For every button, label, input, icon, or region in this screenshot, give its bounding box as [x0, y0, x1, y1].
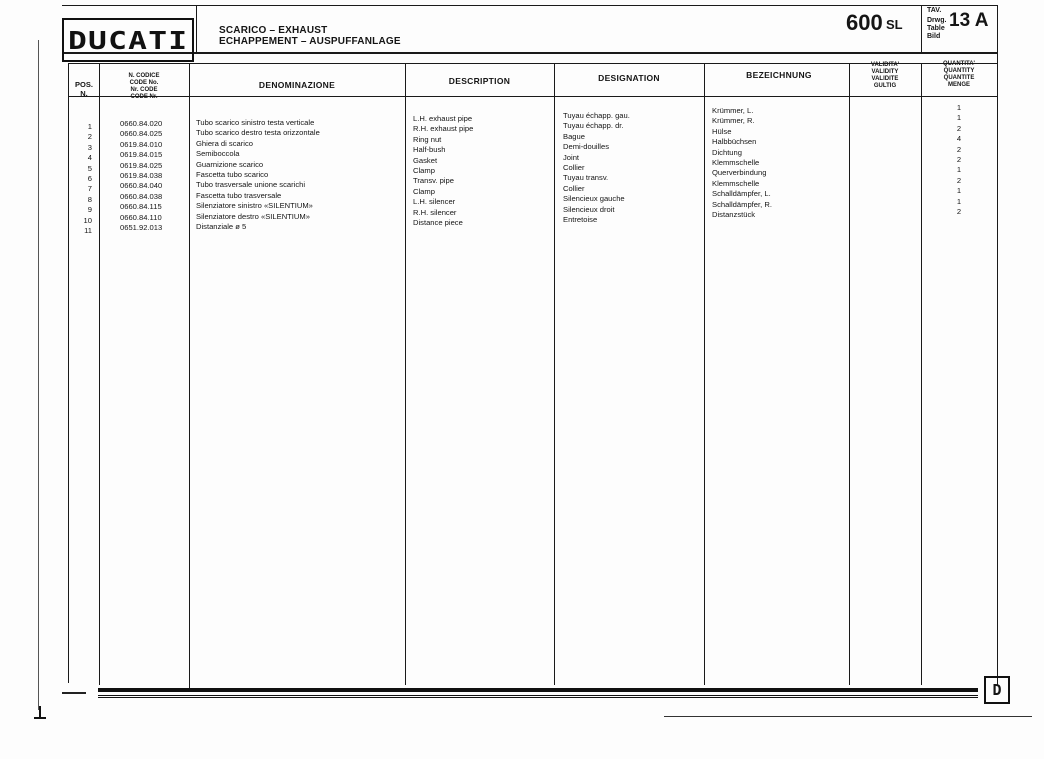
row-bezeichnung: Schalldämpfer, L. [712, 189, 771, 199]
header-divider-logo [196, 5, 197, 53]
row-designation: Entretoise [563, 215, 598, 224]
frame-right-line [997, 5, 998, 685]
row-bezeichnung: Dichtung [712, 147, 742, 157]
row-denominazione: Fascetta tubo trasversale [196, 190, 282, 200]
crop-mark-icon [33, 706, 47, 720]
col-divider-2 [189, 63, 190, 688]
row-designation: Joint [563, 152, 580, 162]
row-pos: 4 [87, 153, 92, 163]
table-number: 13 A [949, 10, 989, 31]
tav-label: TAV. [927, 7, 942, 14]
col-header-validita: VALIDITA' VALIDITY VALIDITE GULTIG [870, 62, 900, 89]
col-divider-5 [704, 63, 705, 685]
row-description: Half-bush [413, 145, 446, 155]
row-code: 0660.84.040 [120, 181, 163, 191]
col-header-denominazione: DENOMINAZIONE [258, 80, 336, 90]
col-divider-6 [849, 63, 850, 685]
bottom-left-dash [62, 692, 86, 694]
row-designation: Tuyau échapp. gau. [563, 111, 630, 120]
row-code: 0660.84.110 [120, 212, 162, 222]
row-quantita: 1 [956, 165, 962, 175]
row-quantita: 2 [956, 155, 962, 164]
row-description: L.H. silencer [413, 197, 456, 207]
row-denominazione: Silenziatore sinistro «SILENTIUM» [196, 201, 313, 211]
row-description: R.H. silencer [413, 207, 457, 217]
model-number: 600 [846, 10, 883, 35]
scan-line-bottom [664, 716, 1032, 717]
row-quantita: 2 [956, 123, 962, 133]
row-bezeichnung: Querverbindung [712, 168, 767, 178]
row-bezeichnung: Klemmschelle [712, 158, 760, 167]
col-header-bezeichnung: BEZEICHNUNG [746, 70, 812, 80]
row-description: R.H. exhaust pipe [413, 124, 474, 134]
row-quantita: 1 [956, 186, 962, 196]
row-denominazione: Tubo trasversale unione scarichi [196, 180, 306, 190]
row-bezeichnung: Schalldämpfer, R. [712, 199, 772, 209]
table-label: Table [927, 25, 945, 32]
row-designation: Silencieux gauche [563, 194, 625, 204]
row-quantita: 1 [956, 103, 962, 112]
bottom-rule-double [98, 697, 978, 698]
row-quantita: 1 [956, 196, 962, 206]
col-header-description: DESCRIPTION [448, 76, 511, 86]
col-divider-0 [68, 63, 69, 683]
header-divider-model [921, 5, 922, 53]
row-pos: 1 [87, 122, 92, 131]
drwg-label: Drwg. [927, 17, 947, 24]
model-suffix: SL [886, 17, 903, 32]
row-bezeichnung: Klemmschelle [712, 178, 760, 188]
ducati-mark-icon: D [984, 676, 1010, 704]
row-code: 0651.92.013 [120, 223, 163, 232]
ducati-logo-text: DUCATI [67, 25, 189, 55]
table-header-bottom-line [68, 96, 997, 97]
row-code: 0619.84.010 [120, 139, 163, 149]
row-pos: 10 [83, 215, 92, 225]
row-code: 0619.84.015 [120, 150, 163, 160]
row-description: Transv. pipe [413, 176, 454, 186]
row-bezeichnung: Krümmer, R. [712, 116, 755, 126]
row-designation: Tuyau transv. [563, 173, 609, 183]
row-designation: Collier [563, 183, 585, 193]
bottom-rule-thin [98, 695, 978, 696]
row-denominazione: Fascetta tubo scarico [196, 170, 269, 179]
row-pos: 8 [87, 194, 92, 204]
row-description: Distance piece [413, 218, 463, 227]
row-designation: Bague [563, 131, 585, 141]
row-code: 0660.84.025 [120, 129, 163, 139]
row-pos: 11 [84, 226, 92, 235]
row-code: 0619.84.038 [120, 171, 163, 180]
row-pos: 3 [87, 142, 92, 152]
row-quantita: 4 [956, 134, 962, 144]
row-description: Clamp [413, 166, 435, 175]
row-bezeichnung: Hülse [712, 126, 732, 136]
row-designation: Demi-douilles [563, 142, 610, 152]
col-divider-4 [554, 63, 555, 685]
row-pos: 7 [87, 184, 92, 194]
row-pos: 6 [87, 174, 92, 183]
frame-top-line [62, 5, 997, 6]
col-divider-1 [99, 63, 100, 685]
col-divider-7 [921, 63, 922, 685]
row-denominazione: Guarnizione scarico [196, 159, 264, 169]
col-header-designation: DESIGNATION [598, 73, 660, 83]
col-header-code: N. CODICE CODE No. Nr. CODE CODE Nr. [128, 73, 160, 100]
title-line-2: ECHAPPEMENT – AUSPUFFANLAGE [219, 36, 401, 47]
row-denominazione: Distanziale ø 5 [196, 222, 247, 231]
row-denominazione: Tubo scarico sinistro testa verticale [196, 118, 315, 127]
left-margin-mark [38, 40, 39, 710]
row-denominazione: Tubo scarico destro testa orizzontale [196, 128, 320, 138]
row-bezeichnung: Distanzstück [712, 210, 756, 219]
row-denominazione: Semiboccola [196, 149, 240, 159]
row-description: Clamp [413, 186, 435, 196]
row-description: L.H. exhaust pipe [413, 114, 473, 123]
row-code: 0619.84.025 [120, 160, 163, 170]
row-quantita: 2 [956, 175, 962, 185]
ducati-logo [62, 18, 194, 62]
row-designation: Tuyau échapp. dr. [563, 121, 624, 131]
col-header-pos: POS. N. [75, 80, 93, 98]
bild-label: Bild [927, 33, 941, 40]
row-denominazione: Silenziatore destro «SILENTIUM» [196, 211, 310, 221]
row-quantita: 1 [956, 113, 962, 123]
row-pos: 2 [87, 132, 92, 142]
title-line-1: SCARICO – EXHAUST [219, 25, 328, 36]
row-pos: 9 [87, 205, 92, 215]
row-code: 0660.84.038 [120, 191, 163, 201]
row-code: 0660.84.020 [120, 119, 163, 128]
row-bezeichnung: Krümmer, L. [712, 106, 754, 115]
row-bezeichnung: Halbbüchsen [712, 137, 757, 147]
row-quantita: 2 [956, 144, 962, 154]
row-denominazione: Ghiera di scarico [196, 138, 253, 148]
header-bottom-line [62, 52, 997, 54]
col-header-quantita: QUANTITA' QUANTITY QUANTITE MENGE [943, 61, 975, 88]
row-code: 0660.84.115 [120, 202, 162, 212]
bottom-rule-thick [98, 688, 978, 692]
row-designation: Collier [563, 163, 585, 172]
row-quantita: 2 [956, 207, 962, 216]
col-divider-3 [405, 63, 406, 685]
row-description: Ring nut [413, 134, 442, 144]
row-description: Gasket [413, 155, 438, 165]
row-designation: Silencieux droit [563, 204, 615, 214]
row-pos: 5 [87, 163, 92, 173]
